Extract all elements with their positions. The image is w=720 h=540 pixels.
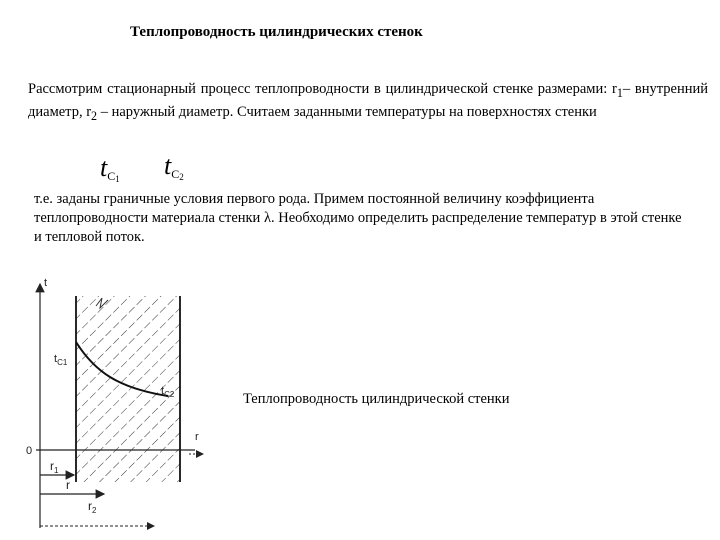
tc2-c: C <box>171 167 180 181</box>
formula-tc1 <box>100 155 120 192</box>
r1-subscript: 1 <box>616 85 623 100</box>
t-axis-label: t <box>44 277 48 289</box>
wall-hatch <box>76 296 180 482</box>
r-label: r <box>66 478 70 492</box>
intro-text-3: – наружный диаметр. Считаем заданными температуры на поверхностях стенки <box>97 103 597 120</box>
tc2-label: $t_{C2}$ <box>161 385 175 399</box>
formula-tc2 <box>164 153 184 190</box>
intro-text-2: – внутренний диаметр, r <box>28 81 708 120</box>
figure-caption: Теплопроводность цилиндрической стенки <box>243 391 510 407</box>
tc2-symbol: t <box>164 151 172 180</box>
origin-label: 0 <box>26 445 33 457</box>
r1-label: $r_1$ <box>50 459 59 475</box>
intro-text-1: Рассмотрим стационарный процесс теплопроводности в цилиндрической стенке размерами: r <box>28 81 617 97</box>
intro-paragraph <box>28 80 708 126</box>
tc1-index: 1 <box>115 174 120 184</box>
cylinder-wall-diagram <box>0 270 240 540</box>
r2-label: $r_2$ <box>88 499 97 515</box>
conditions-paragraph: т.е. заданы граничные условия первого рода. Примем постоянной величину коэффициента теплопроводности материала стенки λ. Необходимо определить распределение температур в этой стенке и тепловой поток. <box>34 191 682 245</box>
r-axis-label: r <box>195 431 199 443</box>
tc1-c: C <box>107 169 116 183</box>
page-title: Теплопроводность цилиндрических стенок <box>130 24 423 40</box>
r2-subscript: 2 <box>91 108 98 123</box>
tc1-label: $t_{C1}$ <box>54 353 68 367</box>
tc1-symbol: t <box>100 153 108 182</box>
tc2-index: 2 <box>179 172 184 182</box>
